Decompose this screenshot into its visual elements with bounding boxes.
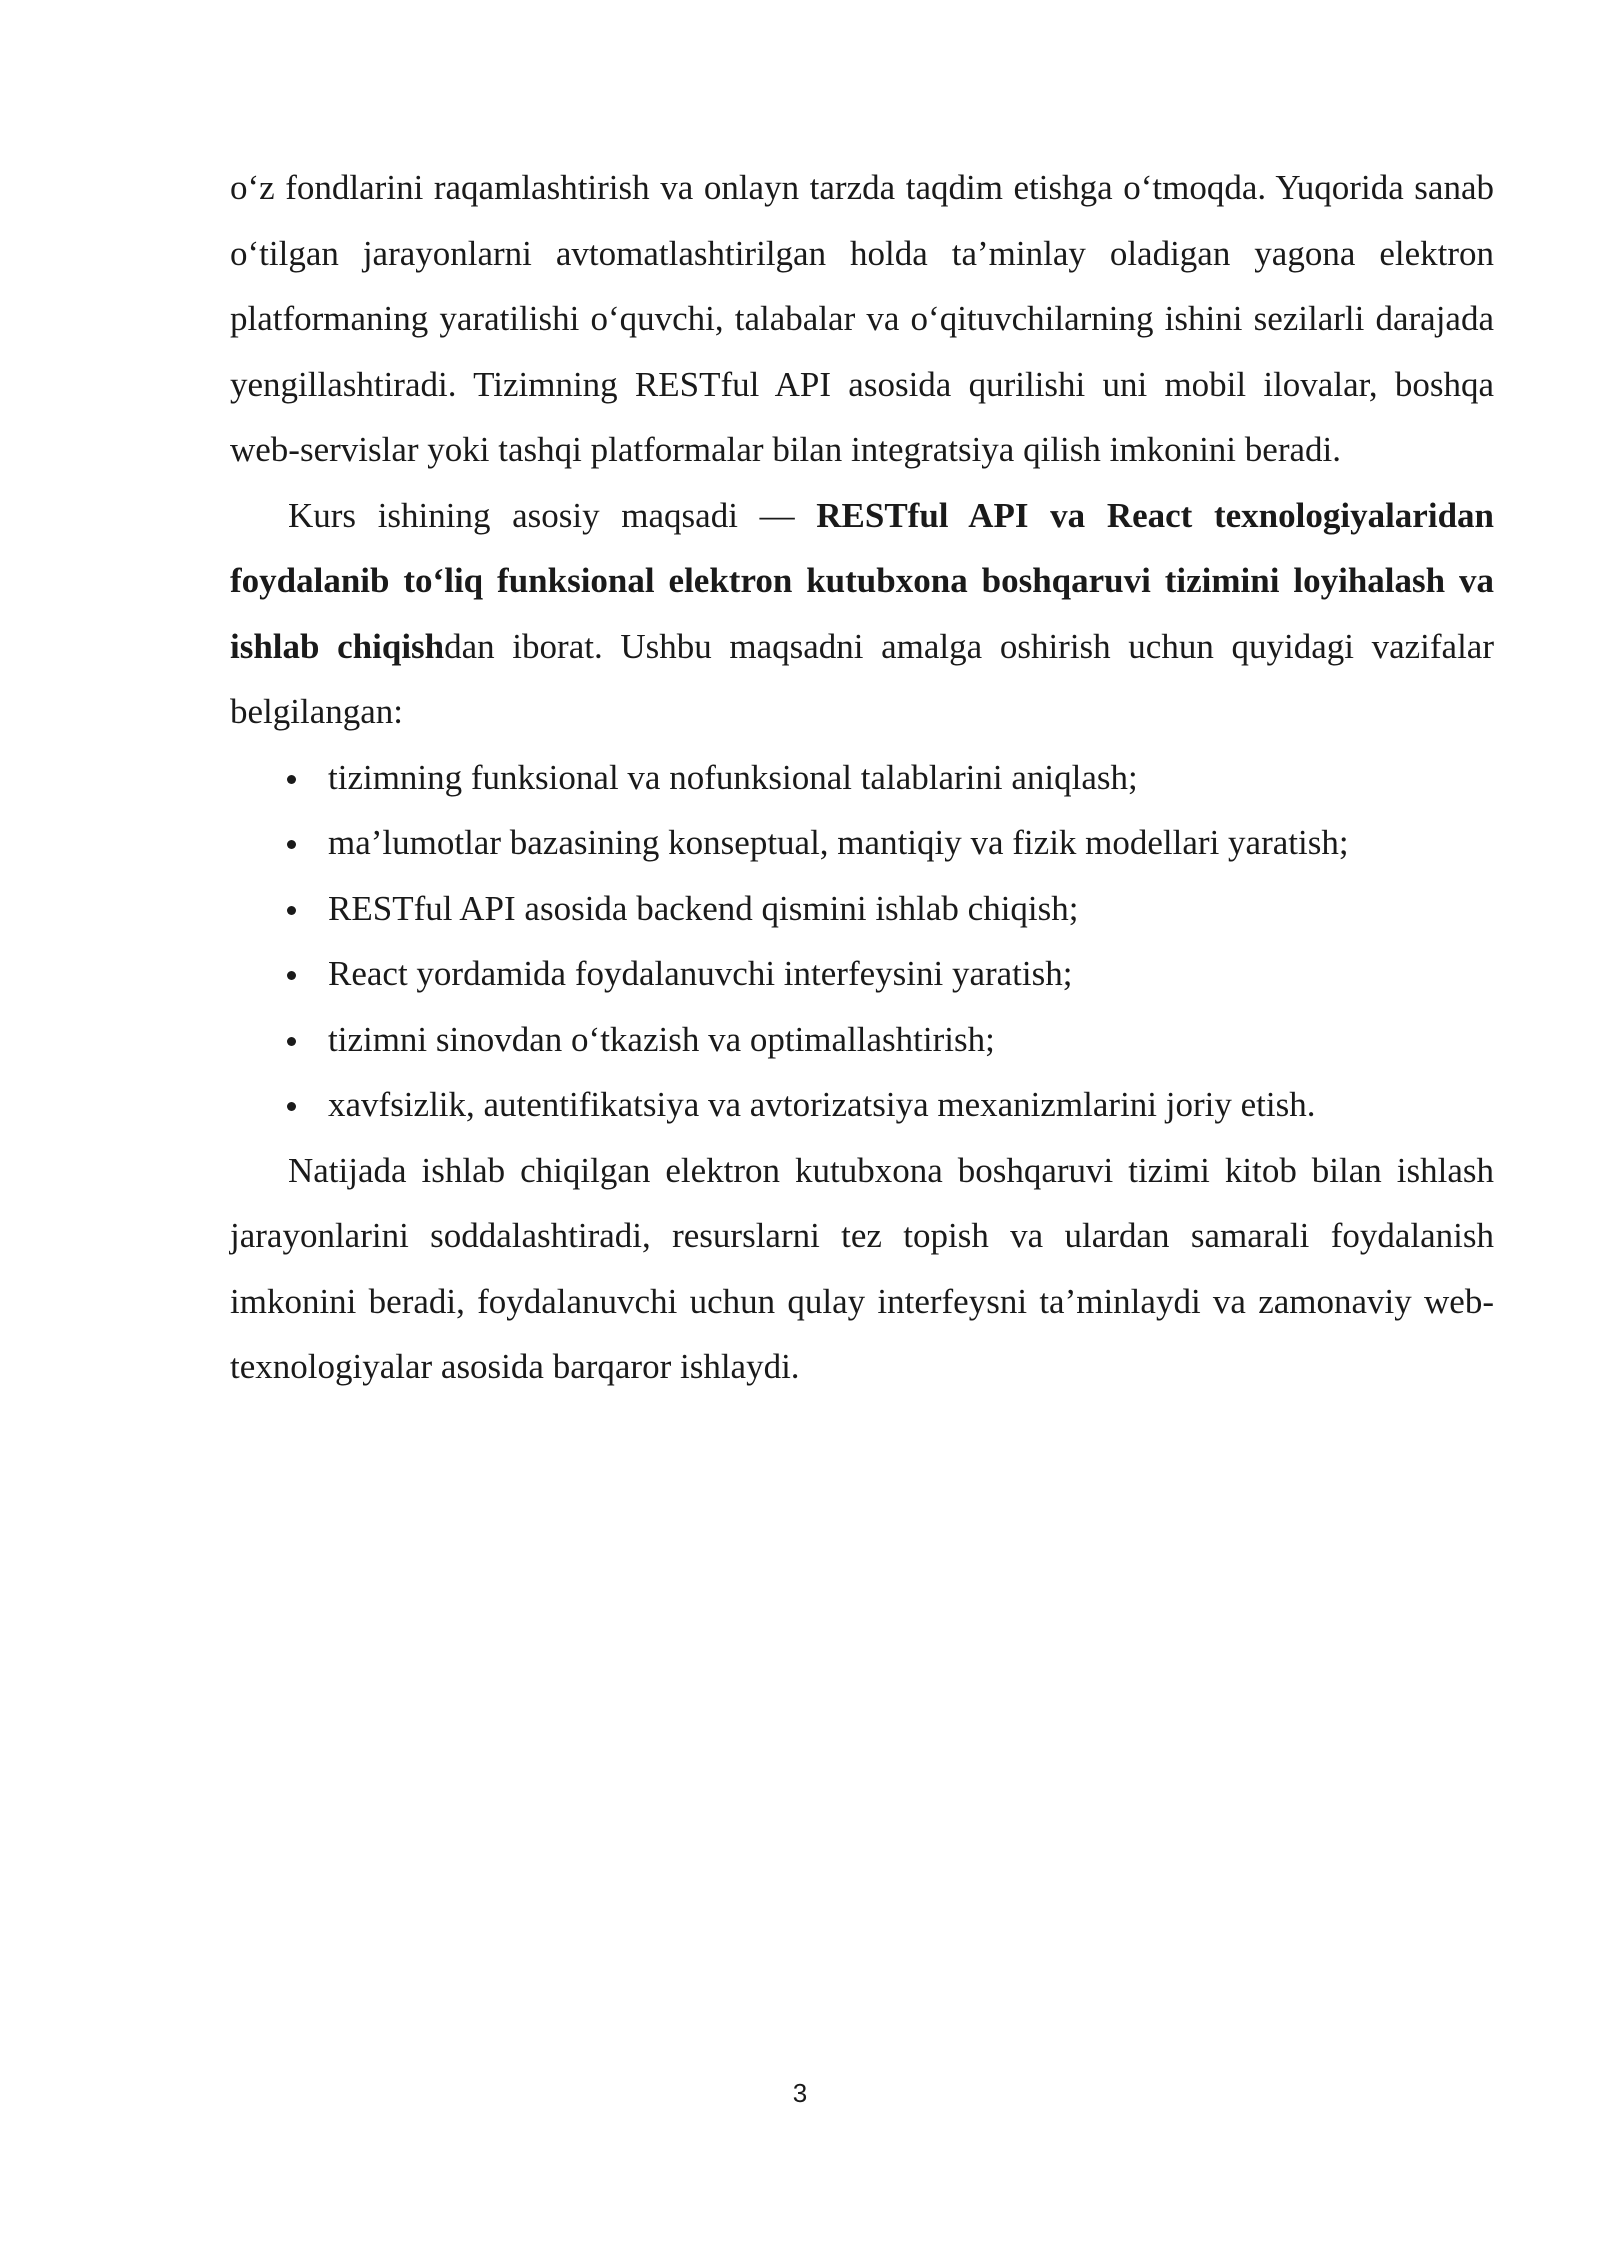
paragraph-intro-continued: o‘z fondlarini raqamlashtirish va onlayn tarzda taqdim etishga o‘tmoqda. Yuqorida sanab o‘tilgan jarayonlarni avtomatlashtirilgan holda ta’minlay oladigan yagona elektron platformaning yaratilishi o‘quvchi, talabalar va o‘qituvchilarning ishini sezilarli darajada yengillashtiradi. Tizimning RESTful API asosida qurilishi uni mobil ilovalar, boshqa web-servislar yoki tashqi platformalar bilan integratsiya qilish imkonini beradi. [230,168,1494,469]
list-item-text: RESTful API asosida backend qismini ishlab chiqish; [328,888,1079,928]
bullet-icon [287,906,296,915]
list-item-text: tizimning funksional va nofunksional talablarini aniqlash; [328,757,1138,797]
bullet-icon [287,840,296,849]
goal-bold-text: RESTful API va React texnologiyalaridan foydalanib to‘liq funksional elektron kutubxona boshqaruvi tizimini loyihalash va ishlab chiqish [230,495,1494,666]
tasks-list [230,745,1494,1138]
list-item-text: ma’lumotlar bazasining konseptual, mantiqiy va fizik modellari yaratish; [328,823,1349,862]
list-item [230,810,1494,876]
list-item-text: xavfsizlik, autentifikatsiya va avtorizatsiya mexanizmlarini joriy etish. [328,1085,1316,1124]
list-item [230,745,1494,811]
bullet-icon [287,1102,296,1111]
bullet-icon [287,775,296,784]
list-item [230,1072,1494,1138]
goal-tail-text: dan iborat. Ushbu maqsadni amalga oshirish uchun quyidagi vazifalar belgilangan: [230,626,1494,731]
bullet-icon [287,971,296,980]
paragraph-conclusion: Natijada ishlab chiqilgan elektron kutubxona boshqaruvi tizimi kitob bilan ishlash jarayonlarini soddalashtiradi, resurslarni tez topish va ulardan samarali foydalanish imkonini beradi, foydalanuvchi uchun qulay interfeysni ta’minlaydi va zamonaviy web-texnologiyalar asosida barqaror ishlaydi. [230,1150,1494,1386]
list-item [230,1007,1494,1073]
bullet-icon [287,1037,296,1046]
paragraph-goal [230,483,1494,745]
page-number: 3 [792,2078,808,2108]
list-item [230,941,1494,1007]
page-body [230,155,1494,1400]
list-item [230,876,1494,942]
goal-lead-text: Kurs ishining asosiy maqsadi — [288,495,817,535]
list-item-text: React yordamida foydalanuvchi interfeysini yaratish; [328,954,1073,993]
list-item-text: tizimni sinovdan o‘tkazish va optimallashtirish; [328,1019,995,1059]
